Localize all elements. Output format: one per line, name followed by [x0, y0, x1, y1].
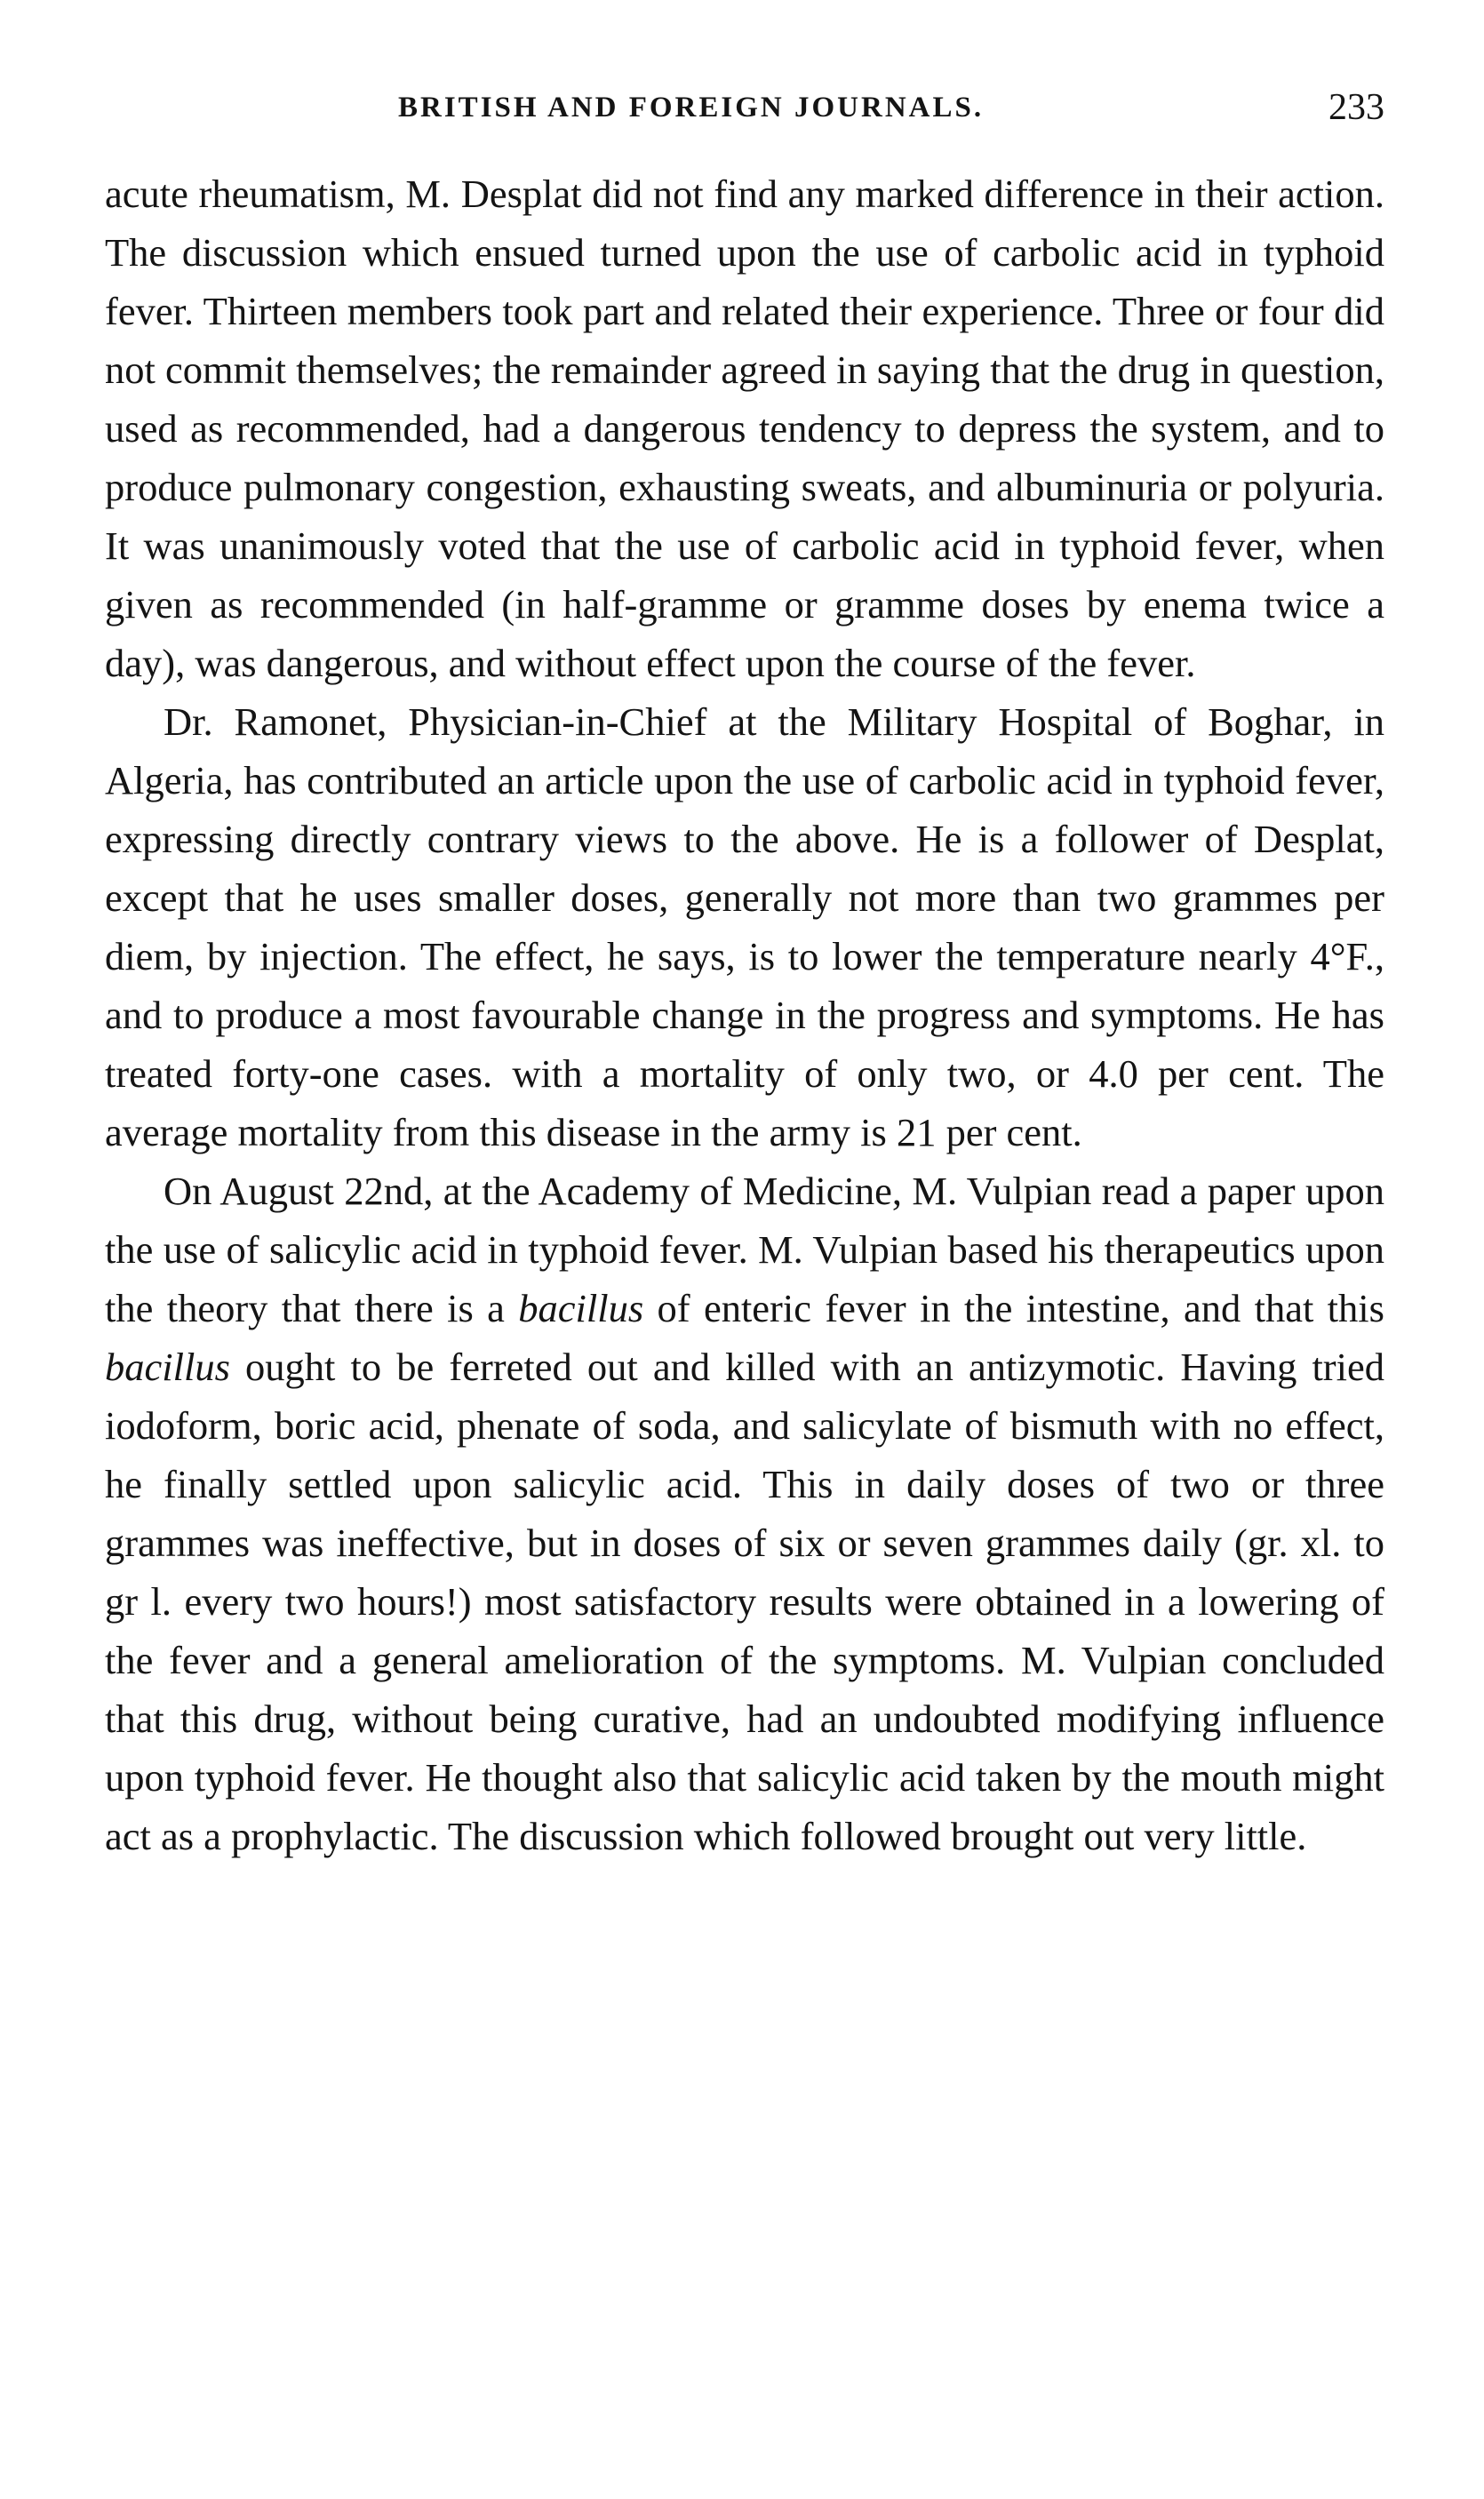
- paragraph-text: of enteric fever in the intestine, and that this: [643, 1286, 1384, 1330]
- paragraph-3: [105, 1162, 1384, 1865]
- book-page: [105, 84, 1384, 2466]
- running-head-title: BRITISH AND FOREIGN JOURNALS.: [398, 92, 985, 124]
- italic-term: bacillus: [105, 1345, 230, 1389]
- running-head: [105, 84, 1384, 140]
- paragraph-text: Dr. Ramonet, Physician-in-Chief at the Military Hospital of Boghar, in Algeria, has contributed an article upon the use of carbolic acid in typhoid fever, expressing directly contrary views to the above. He is a follower of Desplat, except that he uses smaller doses, generally not more than two grammes per diem, by injection. The effect, he says, is to lower the temperature nearly 4°F., and to produce a most favourable change in the progress and symptoms. He has treated forty-one cases. with a mortality of only two, or 4.0 per cent. The average mortality from this disease in the army is 21 per cent.: [105, 699, 1384, 1154]
- paragraph-text: On August 22nd, at the Academy of Medicine, M. Vulpian read a paper upon the use of salicylic acid in typhoid fever. M. Vulpian based his therapeutics upon the theory that there is a: [105, 1169, 1384, 1330]
- paragraph-text: acute rheumatism, M. Desplat did not find any marked difference in their action. The discussion which ensued turned upon the use of carbolic acid in typhoid fever. Thirteen members took part and related their experience. Three or four did not commit themselves; the remainder agreed in saying that the drug in question, used as recommended, had a dangerous tendency to depress the system, and to produce pulmonary congestion, exhausting sweats, and albuminuria or polyuria. It was unanimously voted that the use of carbolic acid in typhoid fever, when given as recommended (in half-gramme or gramme doses by enema twice a day), was dangerous, and without effect upon the course of the fever.: [105, 172, 1384, 685]
- paragraph-1: [105, 164, 1384, 692]
- paragraph-2: [105, 692, 1384, 1162]
- page-number: 233: [1328, 87, 1384, 128]
- italic-term: bacillus: [518, 1286, 644, 1330]
- paragraph-text: ought to be ferreted out and killed with an antizymotic. Having tried iodoform, boric acid, phenate of soda, and salicylate of bismuth with no effect, he finally settled upon salicylic acid. This in daily doses of two or three grammes was ineffective, but in doses of six or seven grammes daily (gr. xl. to gr l. every two hours!) most satisfactory results were obtained in a lowering of the fever and a general amelioration of the symptoms. M. Vulpian concluded that this drug, without being curative, had an undoubted modifying influence upon typhoid fever. He thought also that salicylic acid taken by the mouth might act as a prophylactic. The discussion which followed brought out very little.: [105, 1345, 1384, 1858]
- body-text: [105, 164, 1384, 1865]
